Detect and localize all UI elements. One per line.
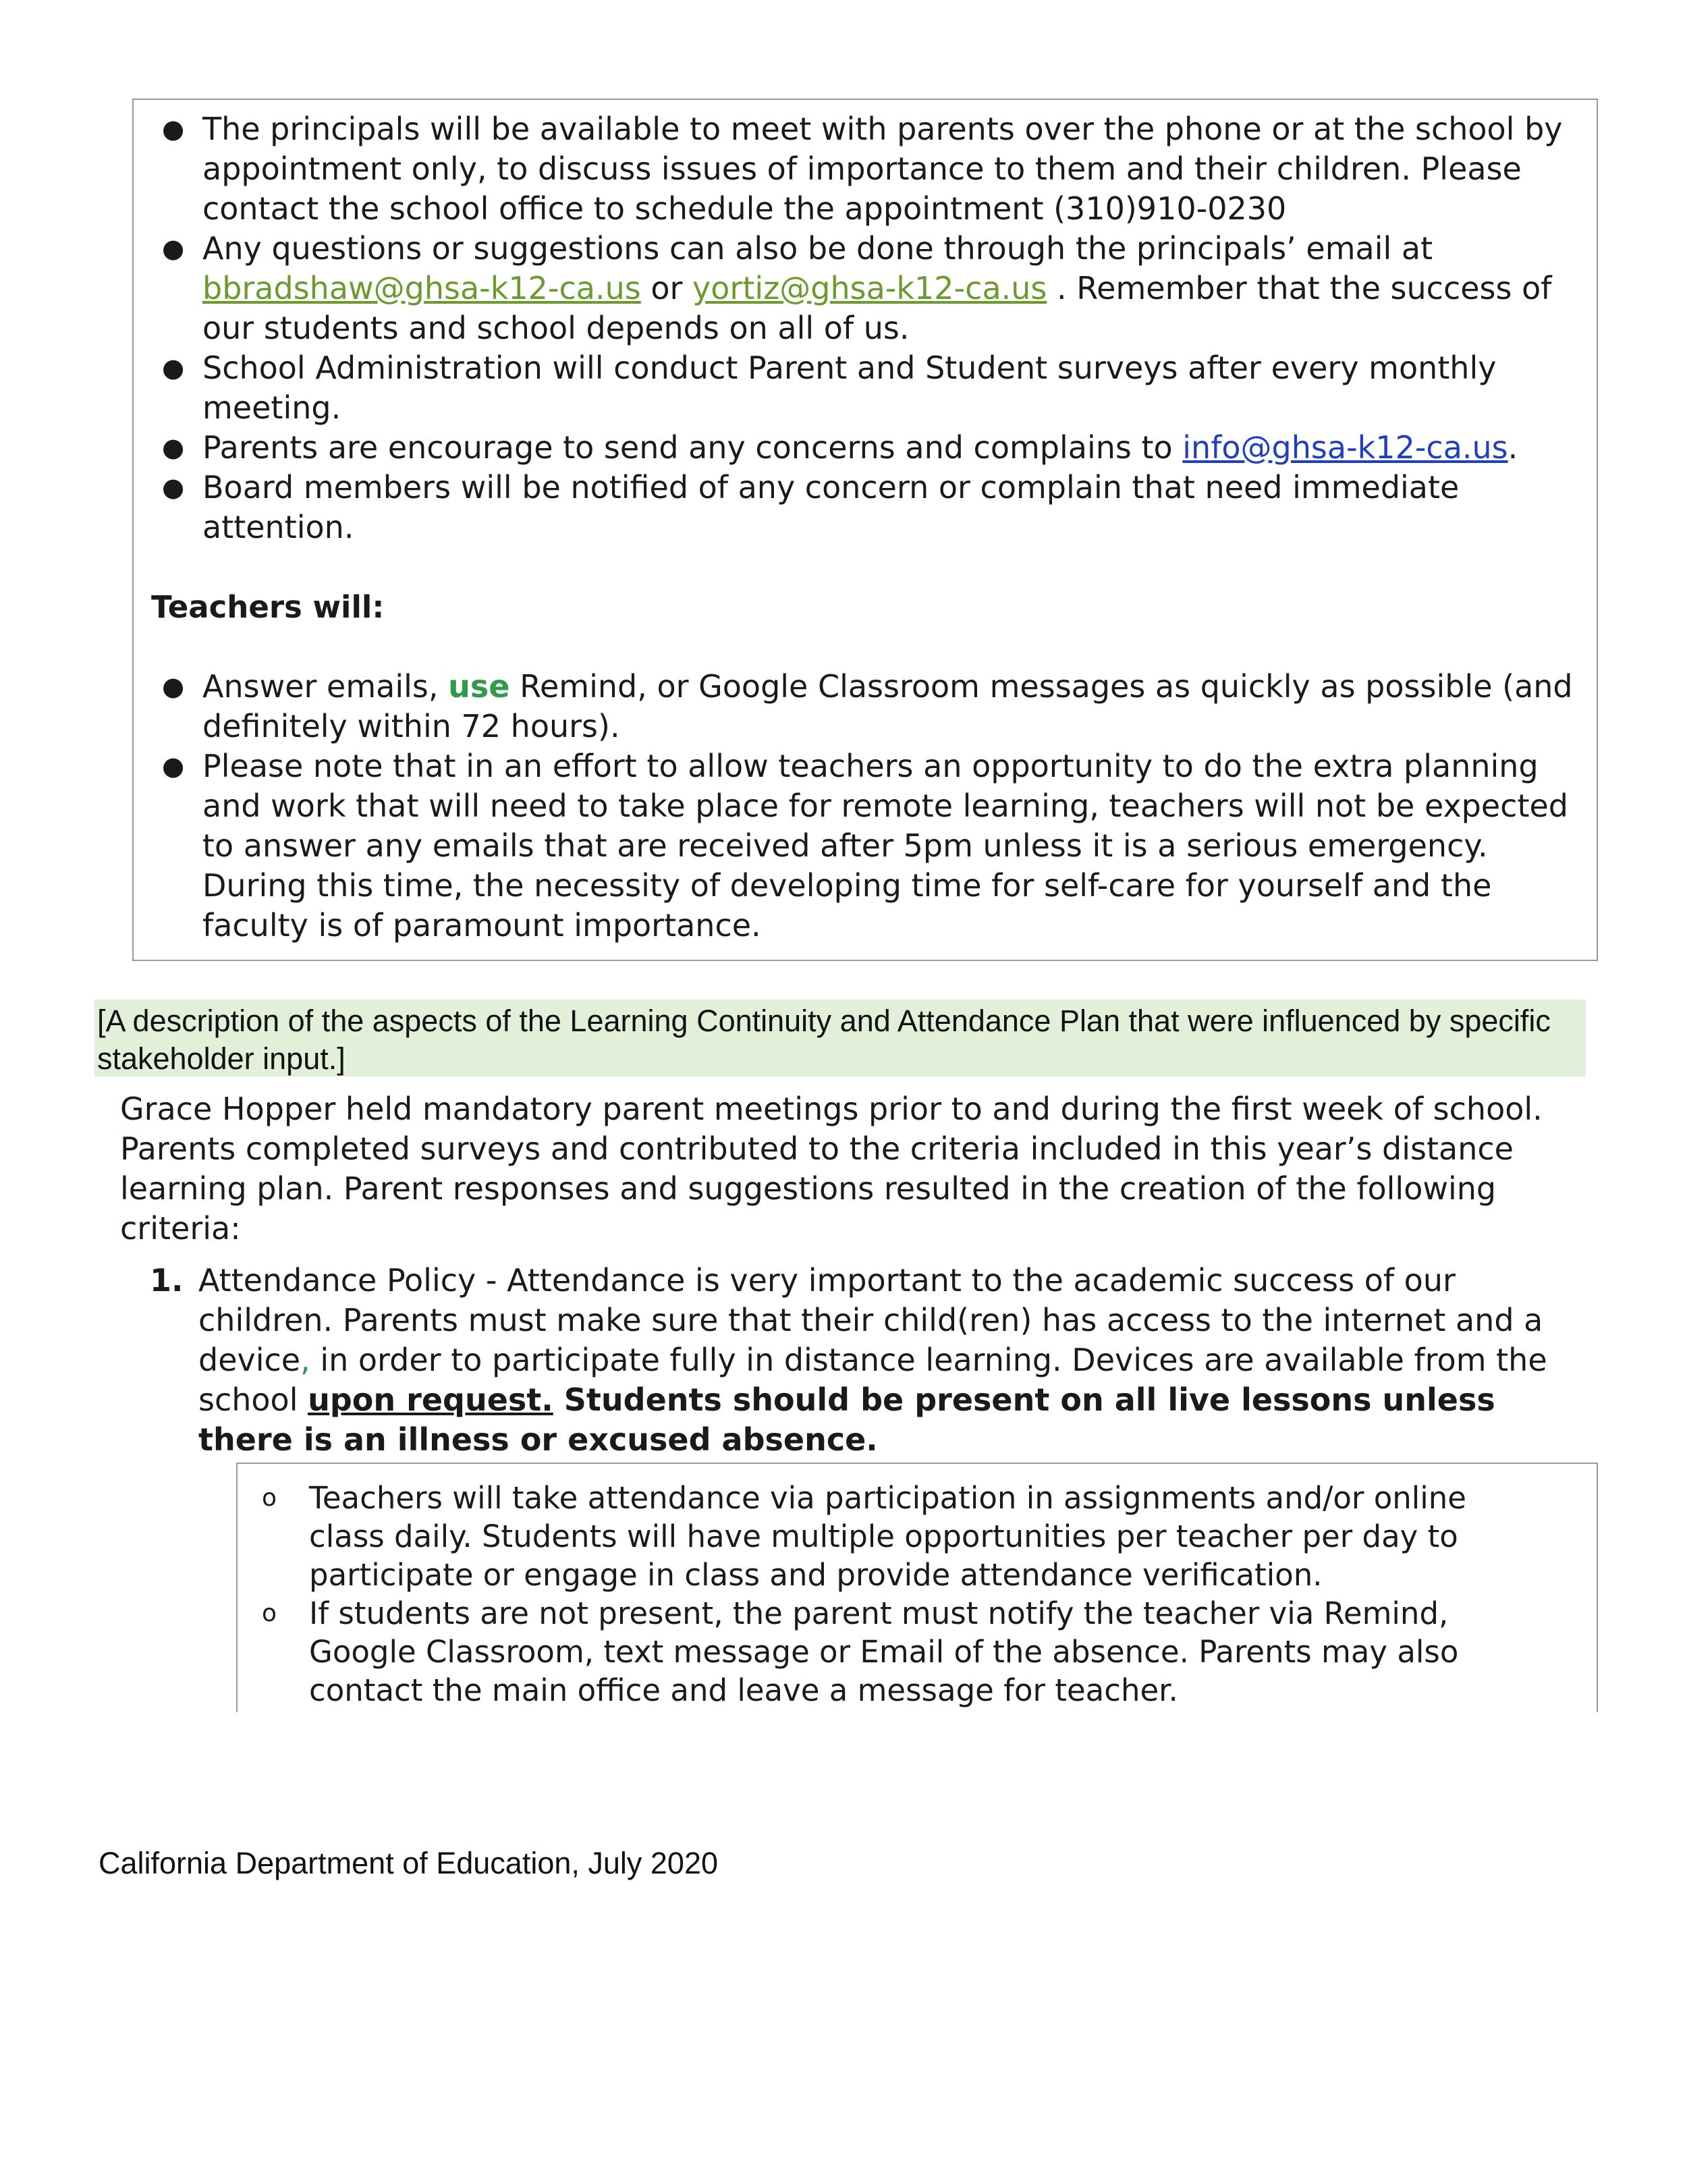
list-item: [151, 109, 1575, 229]
bullet-icon: ●: [162, 472, 185, 502]
principals-section: [151, 109, 1575, 946]
policy-text-start: Attendance Policy - Attendance is very important to the academic success of our children. Parents must make sure that their child(ren) has access to the internet and a device: [198, 1262, 1543, 1378]
live-lessons-text: Students should be present on all live lessons unless there is an illness or excused absence.: [198, 1382, 1495, 1458]
list-item: [151, 229, 1575, 348]
board-members-text: Board members will be notified of any concern or complain that need immediate attention.: [202, 469, 1460, 545]
attendance-bullet-list: [247, 1479, 1549, 1710]
take-attendance-text: Teachers will take attendance via participation in assignments and/or online class daily. Students will have multiple opportunities per teacher per day to participate or engage in class and provide attendance verification.: [309, 1480, 1466, 1593]
stakeholder-prompt: [A description of the aspects of the Learning Continuity and Attendance Plan that were influenced by specific stakeholder input.]: [94, 1000, 1586, 1076]
attendance-policy-item: [120, 1261, 1578, 1460]
bbradshaw-email-link[interactable]: bbradshaw@ghsa-k12-ca.us: [202, 270, 641, 306]
list-item: [151, 667, 1575, 746]
success-text: . Remember that the success of our students and school depends on all of us.: [202, 270, 1552, 346]
principals-availability-text: The principals will be available to meet with parents over the phone or at the school by appointment only, to discuss issues of importance to them and their children. Please contact the school office to schedule the appointment (310)910-0230: [202, 111, 1563, 227]
yortiz-email-link[interactable]: yortiz@ghsa-k12-ca.us: [692, 270, 1047, 306]
teachers-heading: Teachers will:: [151, 589, 385, 625]
attendance-box: [236, 1463, 1598, 1712]
bullet-icon: ●: [162, 433, 185, 462]
bullet-icon: ●: [162, 672, 185, 701]
remind-text: Remind, or Google Classroom messages as quickly as possible (and definitely within 72 hours).: [202, 668, 1573, 744]
list-item: [247, 1594, 1549, 1710]
page-footer: California Department of Education, July 2020: [99, 1846, 719, 1880]
info-email-link[interactable]: info@ghsa-k12-ca.us: [1182, 429, 1508, 466]
item-number: 1.: [150, 1262, 184, 1299]
bullet-icon: ●: [162, 751, 185, 781]
attendance-policy-text: [198, 1261, 1578, 1460]
bullet-icon: ●: [162, 234, 185, 263]
teachers-bullet-list: [151, 667, 1575, 946]
list-item: [151, 746, 1575, 946]
intro-paragraph: Grace Hopper held mandatory parent meetings prior to and during the first week of school. Parents completed surveys and contributed to the criteria included in this year’s distance learning plan. Parent responses and suggestions resulted in the creation of the following criteria:: [120, 1091, 1543, 1247]
after-hours-text: Please note that in an effort to allow teachers an opportunity to do the extra planning and work that will need to take place for remote learning, teachers will not be expected to answer any emails that are received after 5pm unless it is a serious emergency. During this time, the necessity of developing time for self-care for yourself and the faculty is of paramount importance.: [202, 748, 1568, 944]
policy-text-mid: in order to participate fully in distance learning. Devices are available from the school: [198, 1342, 1547, 1418]
use-highlight: use: [448, 668, 510, 705]
principals-teachers-box: [132, 99, 1598, 961]
period-text: .: [1508, 429, 1518, 466]
surveys-text: School Administration will conduct Parent and Student surveys after every monthly meeting.: [202, 350, 1497, 426]
upon-request-text: upon request.: [308, 1382, 553, 1418]
list-item: [151, 348, 1575, 428]
circle-bullet-icon: o: [262, 1600, 277, 1627]
list-item: [151, 468, 1575, 547]
comma: ,: [300, 1342, 310, 1378]
notify-teacher-text: If students are not present, the parent must notify the teacher via Remind, Google Classroom, text message or Email of the absence. Parents may also contact the main office and leave a message for teacher.: [309, 1595, 1459, 1708]
or-text: or: [640, 270, 693, 306]
bullet-icon: ●: [162, 114, 185, 144]
answer-emails-text: Answer emails,: [202, 668, 449, 705]
circle-bullet-icon: o: [262, 1484, 277, 1512]
principals-bullet-list: [151, 109, 1575, 547]
list-item: [247, 1479, 1549, 1594]
bullet-icon: ●: [162, 353, 185, 383]
concerns-text: Parents are encourage to send any concerns and complains to: [202, 429, 1183, 466]
principals-email-text: Any questions or suggestions can also be done through the principals’ email at: [202, 230, 1433, 267]
list-item: [151, 428, 1575, 468]
